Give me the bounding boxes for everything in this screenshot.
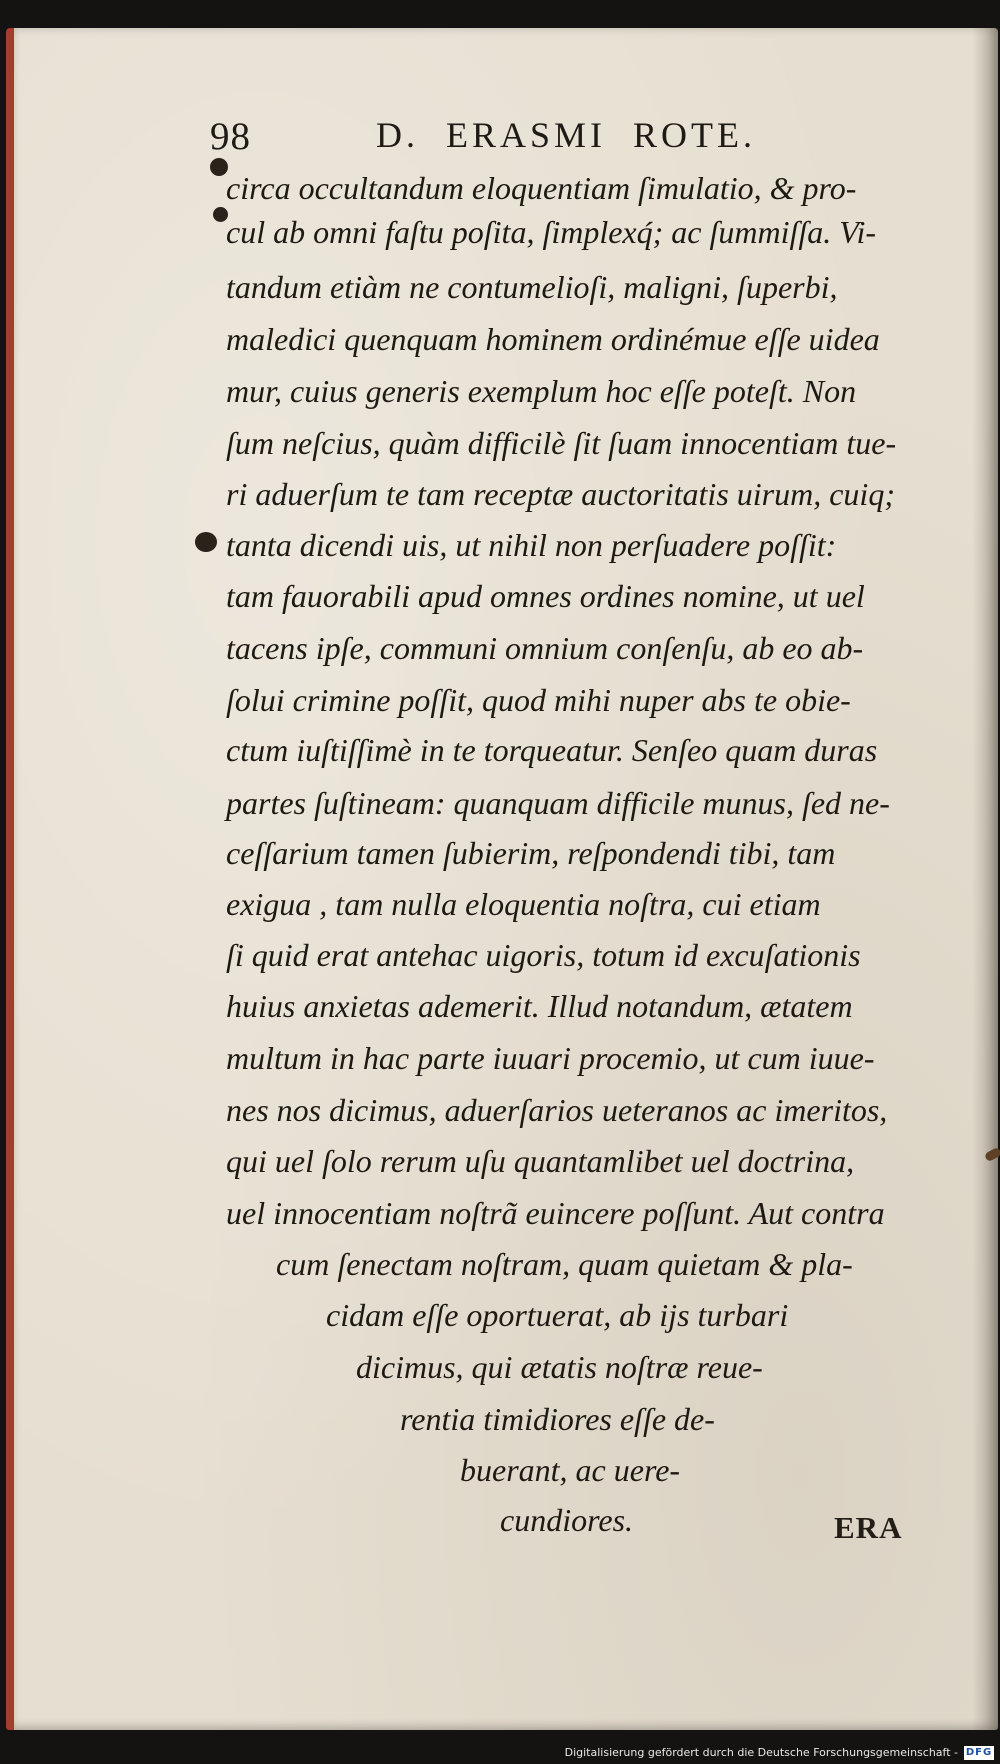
text-line: partes ſuſtineam: quanquam difficile munus, ſed ne- (226, 785, 890, 821)
text-line: nes nos dicimus, aduerſarios ueteranos ac imeritos, (226, 1092, 888, 1128)
text-line: circa occultandum eloquentiam ſimulatio, & pro- (226, 170, 857, 206)
text-line: ri aduerſum te tam receptæ auctoritatis uirum, cuiq; (226, 476, 895, 512)
text-line: ctum iuſtiſſimè in te torqueatur. Senſeo quam duras (226, 732, 878, 768)
text-line: exigua , tam nulla eloquentia noſtra, cui etiam (226, 886, 821, 922)
text-line: cidam eſſe oportuerat, ab ijs turbari (326, 1297, 789, 1333)
text-line: ceſſarium tamen ſubierim, reſpondendi tibi, tam (226, 835, 836, 871)
text-line: cundiores. (500, 1502, 634, 1538)
text-line: uel innocentiam noſtrã euincere poſſunt. Aut contra (226, 1195, 885, 1231)
text-line: dicimus, qui ætatis noſtræ reue- (356, 1349, 763, 1385)
page-header (210, 110, 810, 160)
catchword: ERA (834, 1510, 903, 1545)
text-line: rentia timidiores eſſe de- (400, 1401, 715, 1437)
text-line: buerant, ac uere- (460, 1452, 681, 1488)
text-line: ſum neſcius, quàm difficilè ſit ſuam innocentiam tue- (226, 425, 897, 461)
ink-blot (195, 532, 217, 552)
digitization-credit: Digitalisierung gefördert durch die Deutsche Forschungsgemeinschaft - (564, 1746, 958, 1759)
text-line: cul ab omni faſtu poſita, ſimplexq́; ac ſummiſſa. Vi- (226, 214, 876, 250)
page-number: 98 (210, 115, 251, 158)
dfg-logo: DFG (965, 1747, 993, 1758)
text-line: qui uel ſolo rerum uſu quantamlibet uel doctrina, (226, 1143, 855, 1179)
text-line: tam fauorabili apud omnes ordines nomine, ut uel (226, 578, 865, 614)
text-line: maledici quenquam hominem ordinémue eſſe uidea (226, 321, 880, 357)
page-edge-shadow (972, 28, 998, 1730)
text-line: tacens ipſe, communi omnium conſenſu, ab eo ab- (226, 630, 864, 666)
text-line: ſi quid erat antehac uigoris, totum id excuſationis (226, 937, 861, 973)
text-line: multum in hac parte iuuari procemio, ut cum iuue- (226, 1040, 875, 1076)
text-line: huius anxietas ademerit. Illud notandum, ætatem (226, 988, 853, 1024)
text-line: cum ſenectam noſtram, quam quietam & pla- (276, 1246, 853, 1282)
text-line: tandum etiàm ne contumelioſi, maligni, ſuperbi, (226, 269, 838, 305)
text-line: mur, cuius generis exemplum hoc eſſe poteſt. Non (226, 373, 857, 409)
running-title: D. ERASMI ROTE. (376, 115, 757, 155)
text-line: tanta dicendi uis, ut nihil non perſuadere poſſit: (226, 527, 837, 563)
text-line: ſolui crimine poſſit, quod mihi nuper abs te obie- (226, 682, 851, 718)
